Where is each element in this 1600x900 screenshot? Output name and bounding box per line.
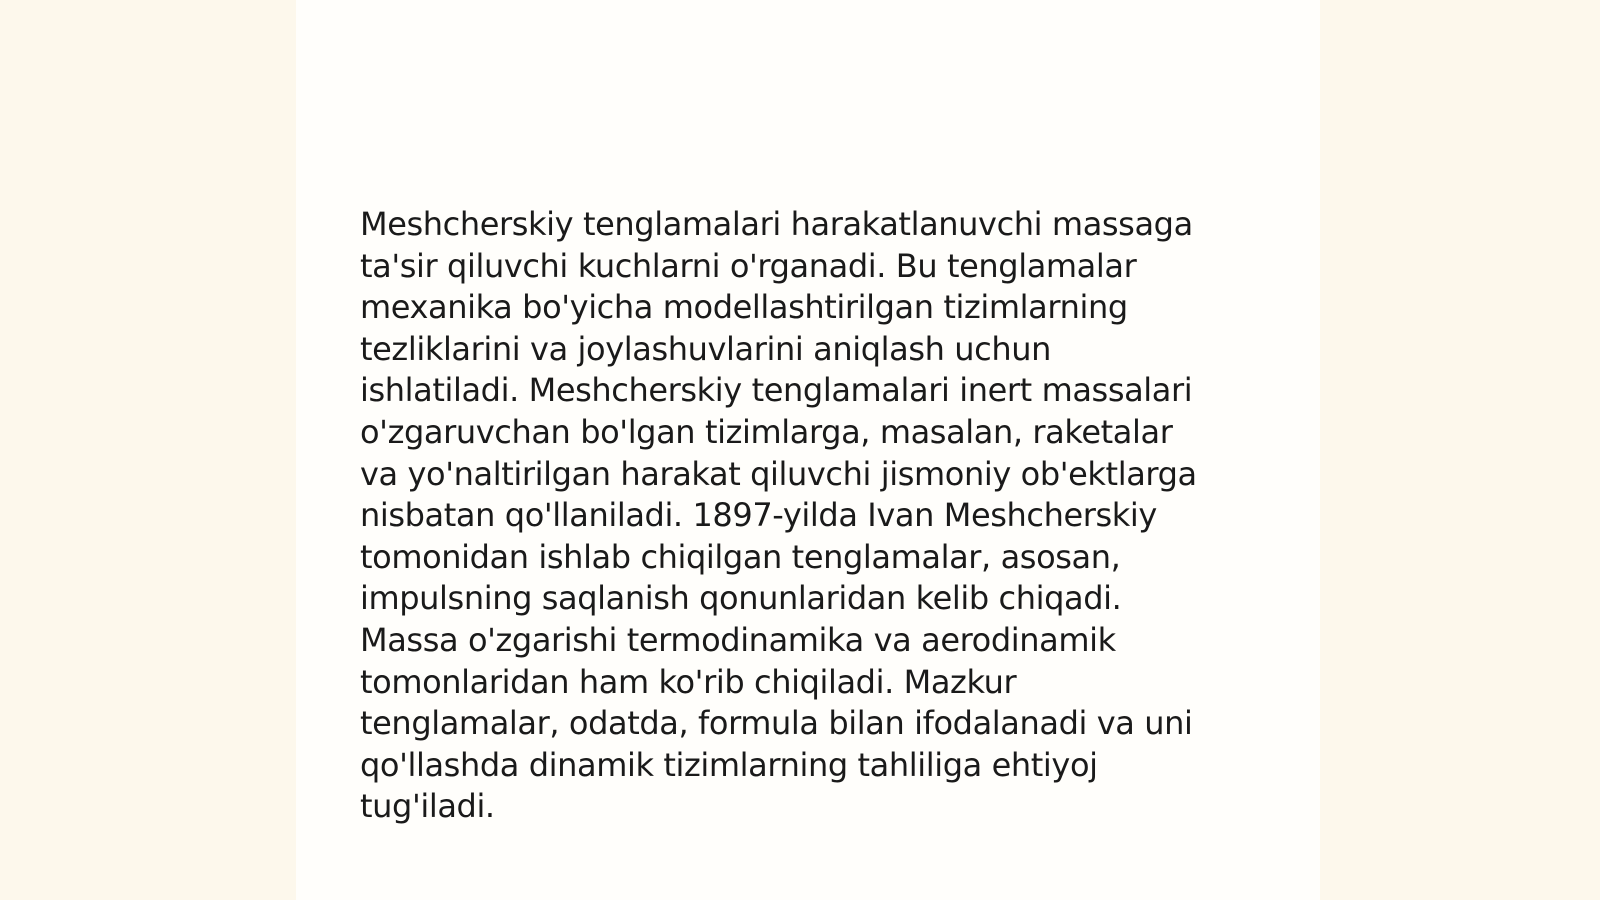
paragraph-line: tomonidan ishlab chiqilgan tenglamalar, asosan, [360,537,1121,576]
paragraph-line: mexanika bo'yicha modellashtirilgan tizimlarning [360,288,1128,327]
paragraph-line: Massa o'zgarishi termodinamika va aerodinamik [360,620,1116,659]
paragraph-line: o'zgaruvchan bo'lgan tizimlarga, masalan, raketalar [360,412,1173,451]
document-page [296,0,1320,900]
paragraph-line: impulsning saqlanish qonunlaridan kelib chiqadi. [360,579,1122,618]
paragraph-line: qo'llashda dinamik tizimlarning tahliliga ehtiyoj [360,745,1098,784]
paragraph-line: tomonlaridan ham ko'rib chiqiladi. Mazkur [360,662,1017,701]
paragraph-line: tenglamalar, odatda, formula bilan ifodalanadi va uni [360,704,1193,743]
paragraph-line: ta'sir qiluvchi kuchlarni o'rganadi. Bu tenglamalar [360,246,1137,285]
paragraph-line: Meshcherskiy tenglamalari harakatlanuvchi massaga [360,205,1193,243]
paragraph-line: tezliklarini va joylashuvlarini aniqlash uchun [360,329,1051,368]
paragraph-line: nisbatan qo'llaniladi. 1897-yilda Ivan Meshcherskiy [360,496,1157,535]
body-paragraph [360,204,1240,828]
paragraph-line: tug'iladi. [360,787,495,826]
paragraph-line: va yo'naltirilgan harakat qiluvchi jismoniy ob'ektlarga [360,454,1197,493]
paragraph-line: ishlatiladi. Meshcherskiy tenglamalari inert massalari [360,371,1193,410]
